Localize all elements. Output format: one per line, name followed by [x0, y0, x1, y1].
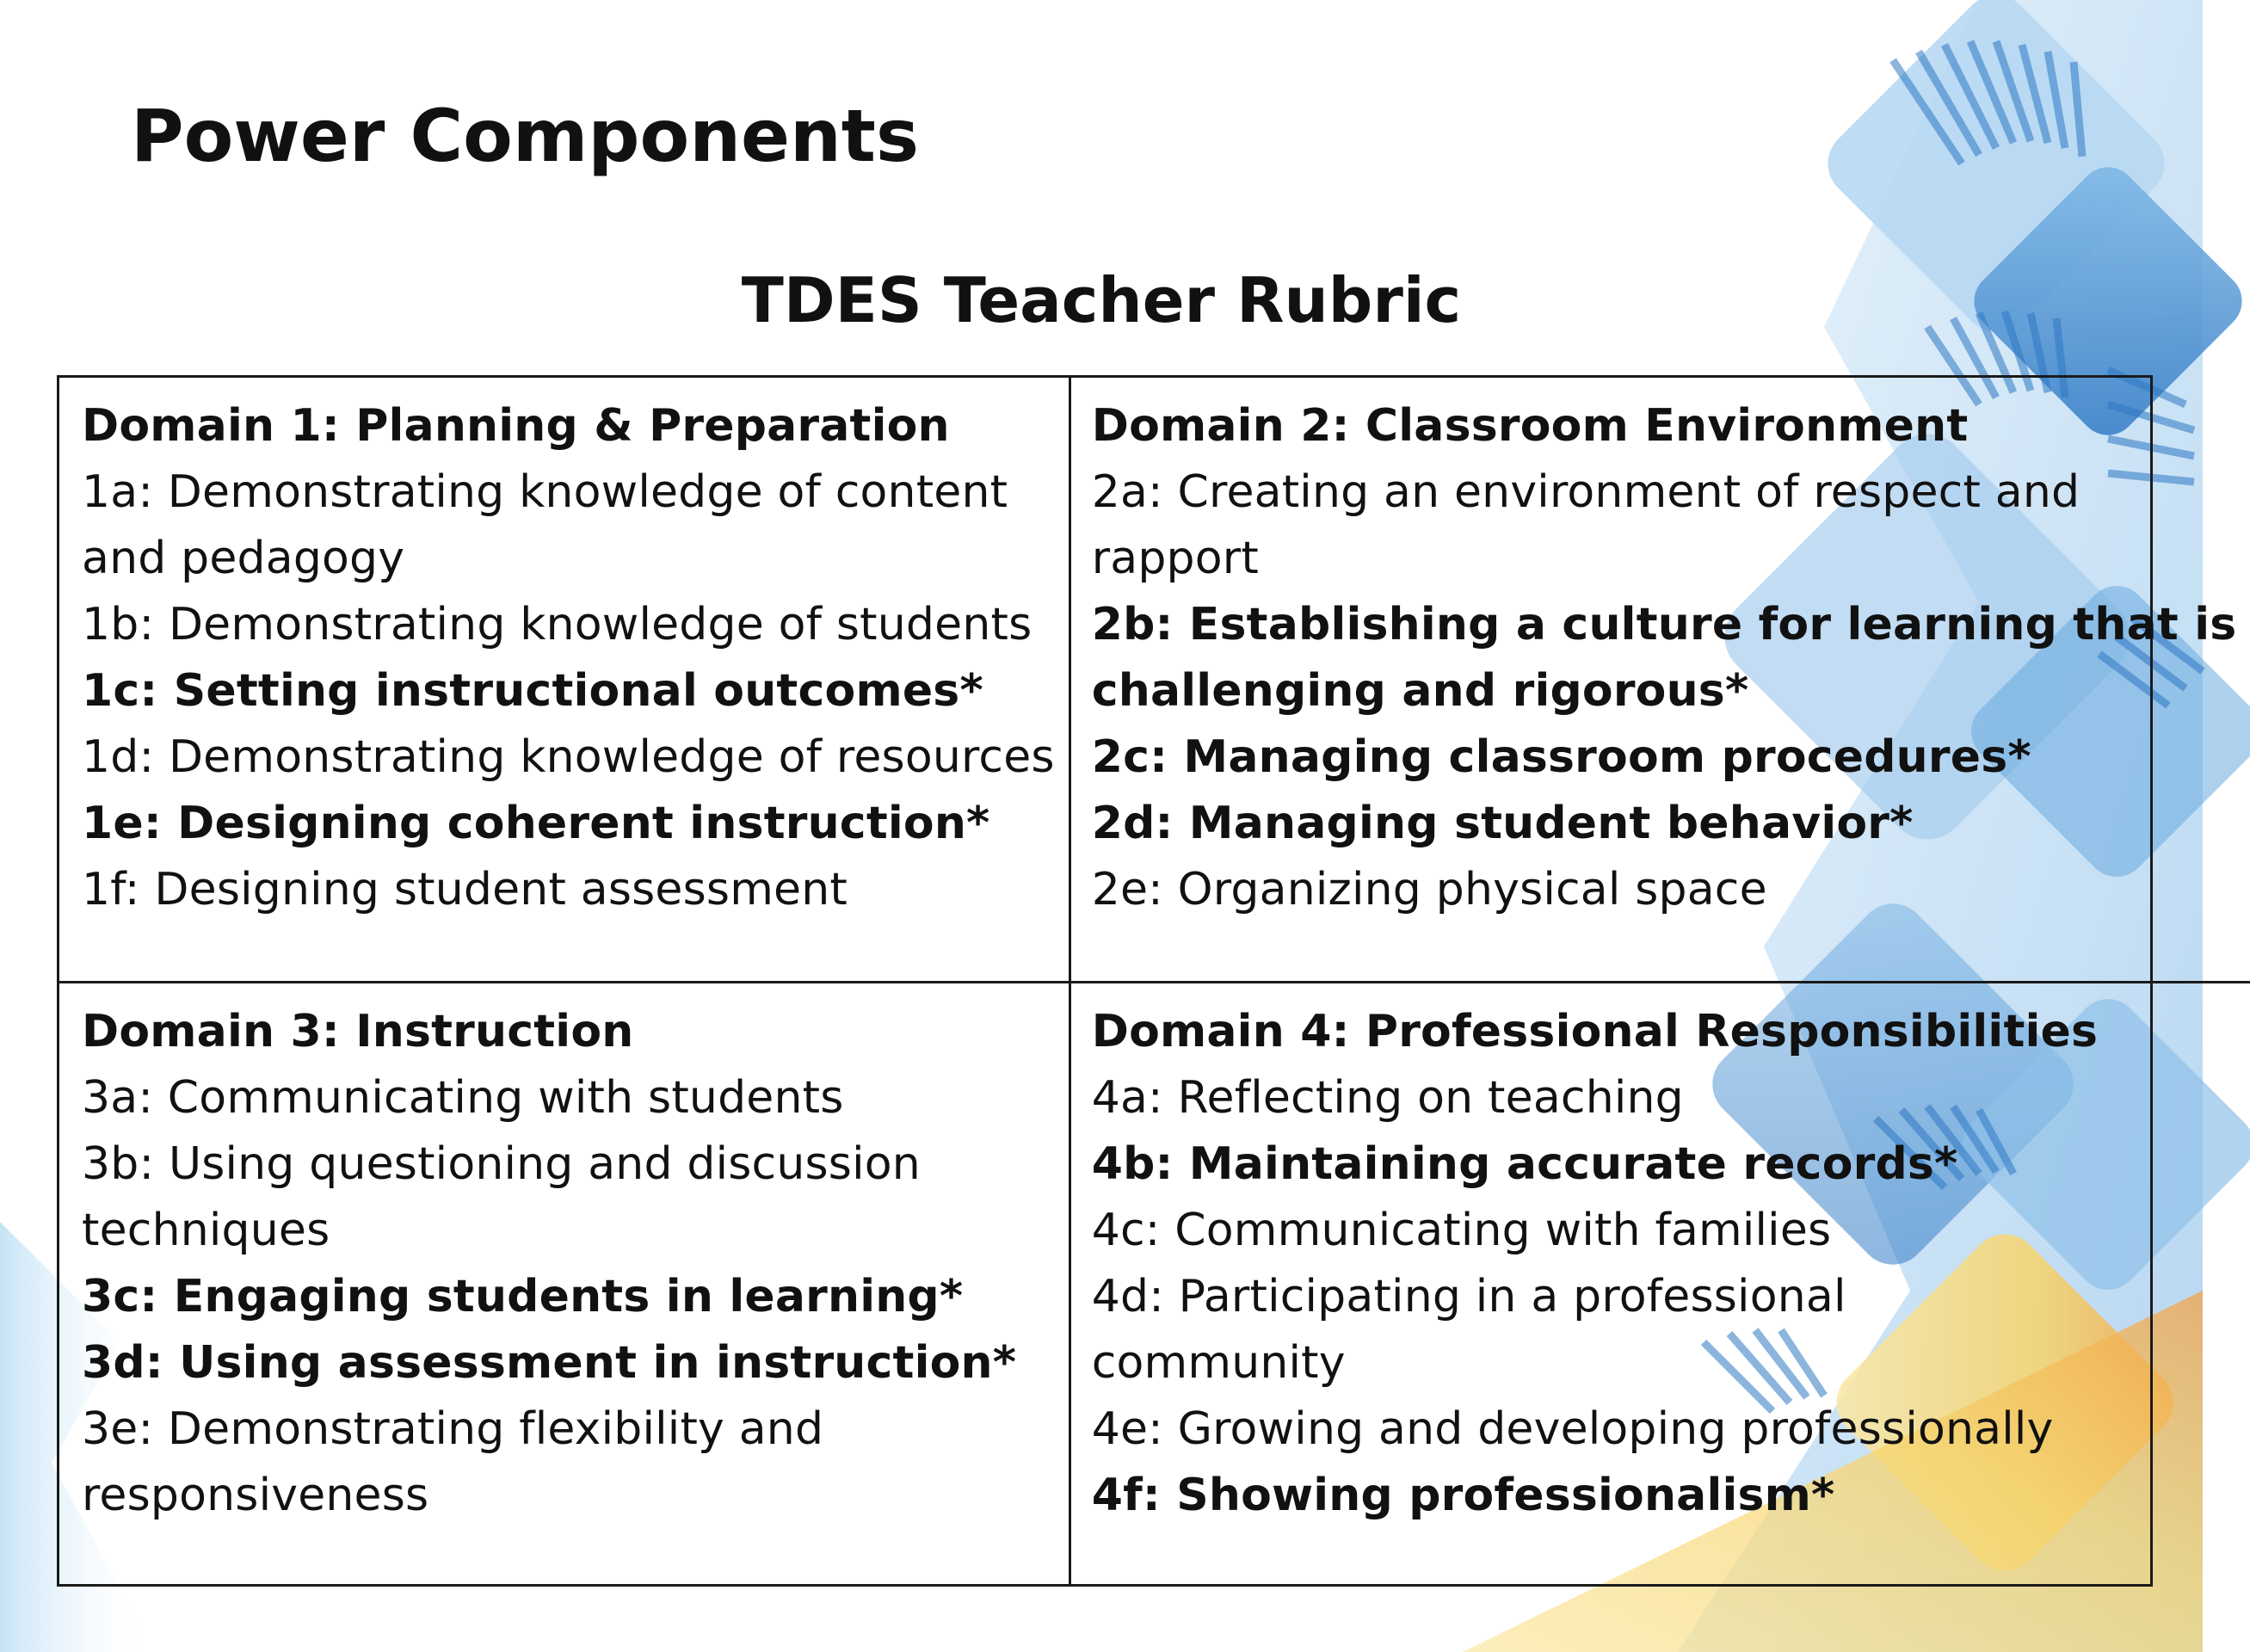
component-line: 2e: Organizing physical space: [1091, 864, 1767, 915]
component-line: 1e: Designing coherent instruction*: [82, 798, 990, 849]
component-line: 4b: Maintaining accurate records*: [1091, 1138, 1958, 1190]
component-line: community: [1091, 1337, 1346, 1389]
component-line: 2a: Creating an environment of respect and: [1091, 466, 2080, 518]
component-line: 4d: Participating in a professional: [1091, 1271, 1846, 1322]
component-line: 1b: Demonstrating knowledge of students: [82, 599, 1033, 650]
domain-heading: Domain 2: Classroom Environment: [1091, 400, 1969, 452]
component-line: responsiveness: [82, 1470, 429, 1521]
domain-3-cell: [59, 981, 1069, 1584]
component-line: 3a: Communicating with students: [82, 1072, 844, 1124]
component-line: techniques: [82, 1205, 330, 1256]
component-line: 4a: Reflecting on teaching: [1091, 1072, 1684, 1124]
rubric-table: [57, 375, 2237, 1587]
domain-2-cell: [1069, 378, 2250, 981]
domain-4-cell: [1069, 981, 2250, 1584]
component-line: 1c: Setting instructional outcomes*: [82, 665, 983, 717]
domain-heading: Domain 1: Planning & Preparation: [82, 400, 950, 452]
component-line: 1d: Demonstrating knowledge of resources: [82, 731, 1055, 783]
table-caption: TDES Teacher Rubric: [741, 264, 1462, 336]
component-line: 3e: Demonstrating flexibility and: [82, 1403, 824, 1455]
slide-title: Power Components: [131, 94, 919, 178]
domain-heading: Domain 3: Instruction: [82, 1006, 634, 1057]
component-line: and pedagogy: [82, 533, 405, 584]
component-line: 4e: Growing and developing professionally: [1091, 1403, 2054, 1455]
component-line: rapport: [1091, 533, 1259, 584]
domain-1-cell: [59, 378, 1069, 981]
component-line: 2c: Managing classroom procedures*: [1091, 731, 2031, 783]
component-line: 4c: Communicating with families: [1091, 1205, 1832, 1256]
component-line: 1f: Designing student assessment: [82, 864, 848, 915]
component-line: 3d: Using assessment in instruction*: [82, 1337, 1017, 1389]
component-line: 3b: Using questioning and discussion: [82, 1138, 921, 1190]
domain-heading: Domain 4: Professional Responsibilities: [1091, 1006, 2099, 1057]
component-line: 2b: Establishing a culture for learning that is: [1091, 599, 2237, 650]
component-line: 2d: Managing student behavior*: [1091, 798, 1914, 849]
component-line: challenging and rigorous*: [1091, 665, 1749, 717]
component-line: 4f: Showing professionalism*: [1091, 1470, 1835, 1521]
component-line: 3c: Engaging students in learning*: [82, 1271, 964, 1322]
component-line: 1a: Demonstrating knowledge of content: [82, 466, 1008, 518]
